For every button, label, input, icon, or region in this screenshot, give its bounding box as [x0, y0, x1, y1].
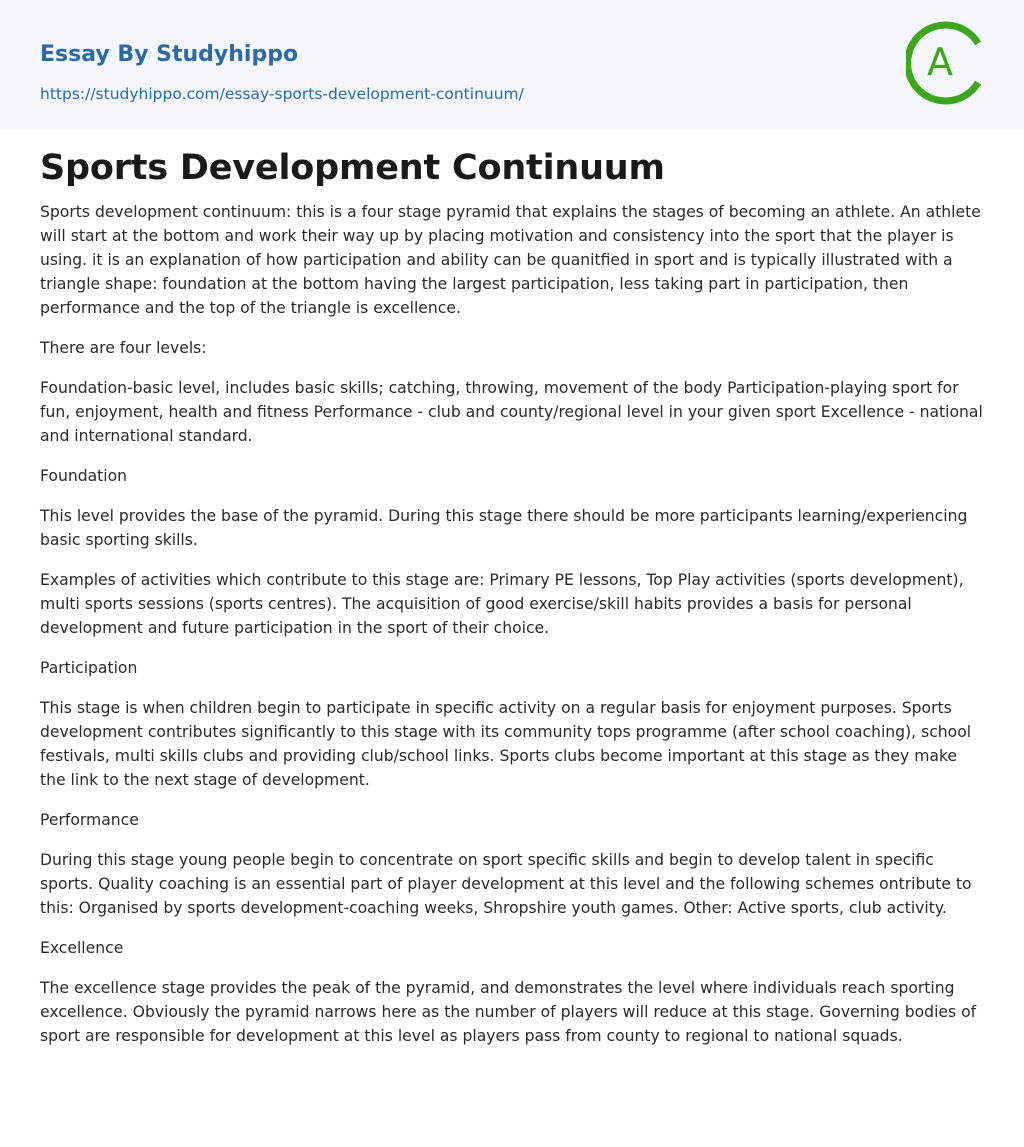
participation-paragraph: This stage is when children begin to participate in specific activity on a regular basis for enjoyment purposes. Sports development contributes significantly to this stage with its community tops programme (after school coaching), school festivals, multi skills clubs and providing club/school links. Sports clubs become important at this stage as they make the link to the next stage of development.: [40, 699, 972, 789]
site-header: [0, 0, 1024, 129]
article: [40, 143, 986, 1064]
levels-intro: There are four levels:: [40, 339, 207, 357]
performance-paragraph: During this stage young people begin to concentrate on sport specific skills and begin to develop talent in specific sports. Quality coaching is an essential part of player development at this level and the following schemes ontribute to this: Organised by sports development-coaching weeks, Shropshire youth games. Other: Active sports, club activity.: [40, 851, 972, 917]
essay-url-link[interactable]: https://studyhippo.com/essay-sports-development-continuum/: [40, 85, 524, 103]
section-heading-participation: Participation: [40, 659, 138, 677]
section-heading-foundation: Foundation: [40, 467, 128, 485]
excellence-paragraph: The excellence stage provides the peak of the pyramid, and demonstrates the level where individuals reach sporting excellence. Obviously the pyramid narrows here as the number of players will reduce at this stage. Governing bodies of sport are responsible for development at this level as players pass from county to regional to national squads.: [40, 979, 977, 1045]
section-heading-excellence: Excellence: [40, 939, 124, 957]
foundation-paragraph-2: Examples of activities which contribute to this stage are: Primary PE lessons, Top Play activities (sports development), multi sports sessions (sports centres). The acquisition of good exercise/skill habits provides a basis for personal development and future participation in the sport of their choice.: [40, 571, 964, 637]
foundation-paragraph-1: This level provides the base of the pyramid. During this stage there should be more participants learning/experiencing basic sporting skills.: [40, 507, 968, 549]
article-title: Sports Development Continuum: [40, 148, 665, 188]
intro-paragraph: Sports development continuum: this is a four stage pyramid that explains the stages of becoming an athlete. An athlete will start at the bottom and work their way up by placing motivation and consistency into the sport that the player is using. it is an explanation of how participation and ability can be quanitfied in sport and is typically illustrated with a triangle shape: foundation at the bottom having the largest participation, less taking part in participation, then performance and the top of the triangle is excellence.: [40, 203, 981, 317]
logo-a-icon[interactable]: [906, 18, 988, 108]
section-heading-performance: Performance: [40, 811, 139, 829]
logo-letter: A: [927, 40, 953, 84]
levels-list-paragraph: Foundation-basic level, includes basic skills; catching, throwing, movement of the body Participation-playing sport for fun, enjoyment, health and fitness Performance - club and county/regional level in your given sport Excellence - national and international standard.: [40, 379, 983, 445]
site-brand[interactable]: Essay By Studyhippo: [40, 42, 299, 67]
